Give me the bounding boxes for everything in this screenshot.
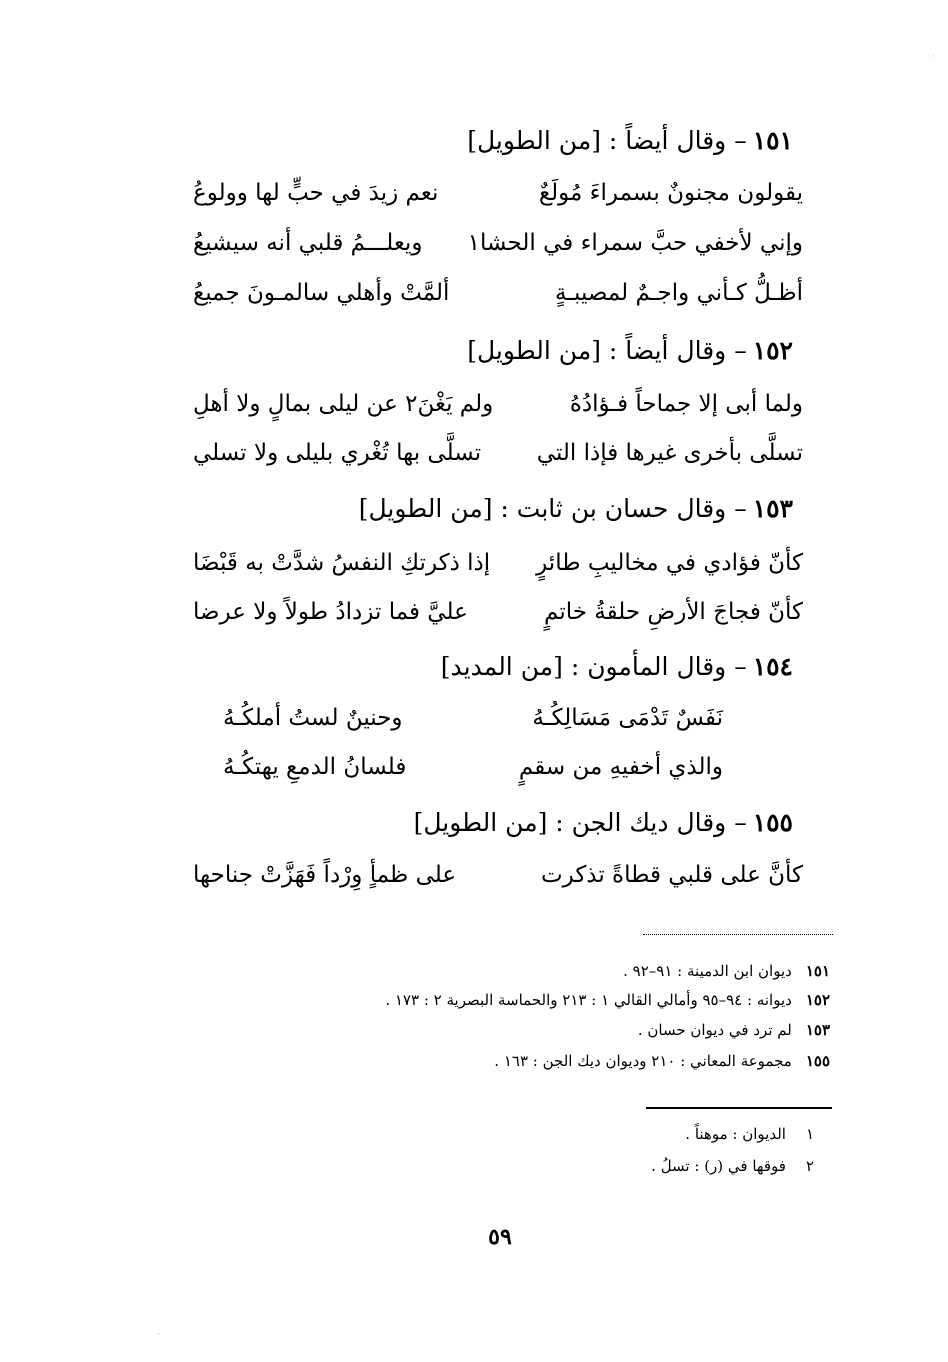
source-number: ١٥٣ [805, 1021, 830, 1039]
verse-line [193, 440, 803, 484]
entry-number: ١٥٣ [752, 494, 793, 523]
entry-number: ١٥٥ [752, 808, 793, 837]
source-note [623, 962, 830, 980]
verse-line [193, 230, 803, 274]
entry-number: ١٥٤ [752, 652, 793, 681]
verse-first-hemistich: كأنّ فجاجَ الأرضِ حلقةُ خاتمٍ [544, 599, 803, 625]
source-text: ديوان ابن الدمينة : ٩١–٩٢ . [623, 962, 792, 980]
footnote-number: ١ [805, 1125, 814, 1143]
verse-second-hemistich: عليَّ فما تزدادُ طولاً ولا عرضا [193, 599, 468, 625]
source-number: ١٥٢ [805, 991, 830, 1009]
footnote [685, 1125, 814, 1143]
verse-first-hemistich: كأنّ فؤادي في مخاليبِ طائرٍ [536, 550, 803, 576]
verse-line [193, 391, 803, 435]
verse-line [223, 705, 723, 749]
verse-first-hemistich: تسلَّى بأخرى غيرها فإذا التي [536, 440, 803, 466]
verse-first-hemistich: أظـلُّ كـأني واجـمٌ لمصيبـةٍ [554, 280, 803, 306]
verse-line [193, 280, 803, 324]
scan-mark: · [932, 52, 935, 61]
entry-heading-155 [414, 808, 793, 837]
entry-title: – وقال المأمون : [من المديد] [440, 652, 747, 681]
verse-second-hemistich: إذا ذكرتكِ النفسُ شدَّتْ به قَبْضَا [193, 550, 491, 576]
verse-second-hemistich: فلسانُ الدمعِ يهتكُـهُ [223, 754, 407, 780]
verse-first-hemistich: يقولون مجنونٌ بسمراءَ مُولَعٌ [538, 180, 803, 206]
verse-second-hemistich: ويعلـــمُ قلبي أنه سيشيعُ [193, 230, 423, 256]
footnote [651, 1157, 814, 1175]
verse-first-hemistich: ولما أبى إلا جماحاً فـؤادُهُ [569, 391, 803, 417]
verse-second-hemistich: ألمَّتْ وأهلي سالمـونَ جميعُ [193, 280, 450, 306]
verse-second-hemistich: نعم زيدَ في حبٍّ لها وولوعُ [193, 180, 439, 206]
footnote-text: فوقها في (ر) : تسلُ . [651, 1157, 786, 1175]
entry-title: – وقال أيضاً : [من الطويل] [467, 336, 747, 365]
source-text: ديوانه : ٩٤–٩٥ وأمالي القالي ١ : ٢١٣ والحماسة البصرية ٢ : ١٧٣ . [385, 991, 792, 1009]
page-number: ٥٩ [488, 1224, 512, 1250]
footnote-number: ٢ [805, 1157, 814, 1175]
footnote-text: الديوان : موهناً . [685, 1125, 786, 1143]
source-text: لم ترد في ديوان حسان . [637, 1021, 792, 1039]
footnote-rule [646, 1107, 832, 1109]
scan-mark: · [157, 1330, 160, 1339]
entry-title: – وقال ديك الجن : [من الطويل] [413, 808, 747, 837]
verse-second-hemistich: تسلَّى بها تُغْري بليلى ولا تسلي [193, 440, 482, 466]
verse-first-hemistich: والذي أخفيهِ من سقمٍ [518, 754, 723, 780]
entry-number: ١٥١ [752, 126, 793, 155]
verse-second-hemistich: على ظمأٍ وِرْداً فَهَزَّتْ جناحها [193, 862, 457, 888]
sources-divider [643, 934, 833, 935]
verse-line [193, 599, 803, 643]
verse-line [193, 180, 803, 224]
source-number: ١٥١ [805, 962, 830, 980]
source-text: مجموعة المعاني : ٢١٠ وديوان ديك الجن : ١٦٣ . [494, 1052, 792, 1070]
entry-heading-152 [467, 336, 793, 365]
verse-first-hemistich: وإني لأخفي حبَّ سمراء في الحشا١ [467, 230, 803, 256]
verse-second-hemistich: وحنينٌ لستُ أملكُـهُ [223, 705, 403, 731]
entry-heading-154 [441, 652, 793, 681]
verse-line [193, 862, 803, 906]
verse-line [193, 550, 803, 594]
entry-number: ١٥٢ [752, 336, 793, 365]
verse-first-hemistich: نَفَسٌ تَدْمَى مَسَالِكُـهُ [532, 705, 723, 731]
entry-title: – وقال حسان بن ثابت : [من الطويل] [358, 494, 747, 523]
verse-second-hemistich: ولم يَغْنَ٢ عن ليلى بمالٍ ولا أهلِ [193, 391, 494, 417]
entry-heading-151 [467, 126, 793, 155]
entry-heading-153 [359, 494, 793, 523]
source-number: ١٥٥ [805, 1052, 830, 1070]
verse-line [223, 754, 723, 798]
verse-first-hemistich: كأنَّ على قلبي قطاةً تذكرت [540, 862, 803, 888]
source-note [494, 1052, 830, 1070]
source-note [385, 991, 830, 1009]
entry-title: – وقال أيضاً : [من الطويل] [467, 126, 747, 155]
source-note [638, 1021, 830, 1039]
